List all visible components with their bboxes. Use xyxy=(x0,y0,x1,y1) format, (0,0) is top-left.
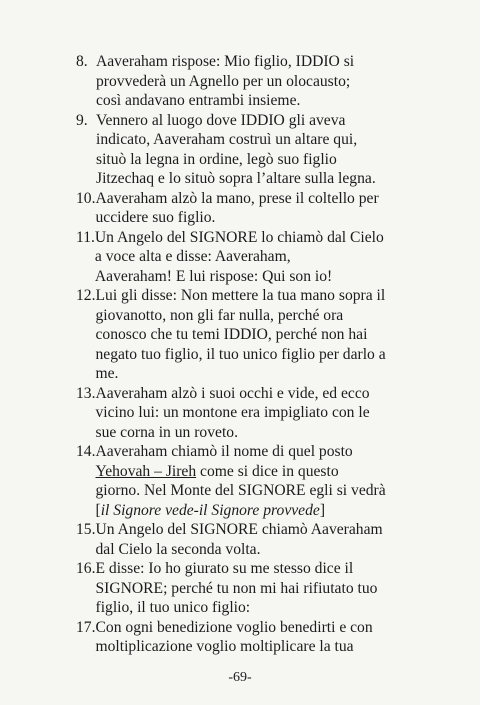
verse-line: E disse: Io ho giurato su me stesso dice il xyxy=(95,560,354,577)
verse-line: Aaveraham! E lui rispose: Qui son io! xyxy=(94,267,333,285)
verse-line: vicino lui: un montone era impigliato con le xyxy=(95,404,370,421)
place-name-underlined: Yehovah – Jireh xyxy=(95,462,197,480)
verse-line: situò la legna in ordine, legò suo figlio xyxy=(96,150,337,168)
verse-number: 14. xyxy=(76,443,96,460)
verse-text xyxy=(96,384,417,443)
verse-line xyxy=(96,462,417,482)
verse-line-rest: come si dice in questo xyxy=(196,462,339,480)
verse-text xyxy=(96,286,417,384)
verse-number: 9. xyxy=(76,111,88,129)
verse-11 xyxy=(76,228,416,287)
verse-line: Aaveraham alzò la mano, prese il coltello per xyxy=(95,189,379,207)
verse-number: 10. xyxy=(76,189,96,207)
verse-line: giorno. Nel Monte del SIGNORE egli si vedrà xyxy=(95,482,386,499)
verse-line: Con ogni benedizione voglio benedirti e con xyxy=(95,618,373,636)
verse-line: a voce alta e disse: Aaveraham, xyxy=(94,248,291,265)
verse-line: giovanotto, non gli far nulla, perché ora xyxy=(95,306,344,324)
verse-line: SIGNORE; perché tu non mi hai rifiutato tuo xyxy=(95,579,378,597)
verse-number: 11. xyxy=(76,228,95,246)
verse-line: negato tuo figlio, il tuo unico figlio per darlo a xyxy=(95,345,386,363)
verse-line: uccidere suo figlio. xyxy=(95,209,216,226)
page-number: -69- xyxy=(228,670,252,685)
verse-17 xyxy=(76,618,416,657)
verse-number: 16. xyxy=(76,560,96,577)
verse-line: Vennero al luogo dove IDDIO gli aveva xyxy=(96,111,346,129)
verse-line: Aaveraham alzò i suoi occhi e vide, ed ecco xyxy=(95,384,370,402)
verse-text xyxy=(96,111,416,189)
verse-line: provvederà un Agnello per un olocausto; xyxy=(96,72,351,90)
verse-text xyxy=(96,189,417,228)
verse-8 xyxy=(76,52,416,111)
verse-line xyxy=(96,501,417,521)
verse-13 xyxy=(76,384,416,443)
verse-line: conosco che tu temi IDDIO, perché non hai xyxy=(95,326,368,343)
verse-number: 8. xyxy=(76,53,88,70)
verse-line: Jitzechaq e lo situò sopra l’altare sulla legna. xyxy=(96,170,376,187)
verse-list xyxy=(76,52,416,657)
verse-number: 15. xyxy=(76,521,96,538)
verse-16 xyxy=(76,559,416,618)
verse-line: Un Angelo del SIGNORE chiamò Aaveraham xyxy=(95,521,383,538)
verse-line: me. xyxy=(95,365,119,382)
verse-number: 17. xyxy=(76,618,96,636)
verse-line: Aaveraham chiamò il nome di quel posto xyxy=(95,443,353,460)
verse-line: Un Angelo del SIGNORE lo chiamò dal Cielo xyxy=(94,228,384,246)
italic-gloss: il Signore vede-il Signore provvede xyxy=(100,501,320,519)
verse-line: Aaveraham rispose: Mio figlio, IDDIO si xyxy=(96,53,355,70)
verse-15 xyxy=(76,520,416,559)
verse-line: sue corna in un roveto. xyxy=(95,423,238,441)
verse-number: 12. xyxy=(76,287,96,304)
verse-text xyxy=(96,520,417,559)
bracket-close: ] xyxy=(319,501,326,519)
verse-text xyxy=(96,52,416,111)
verse-line: dal Cielo la seconda volta. xyxy=(95,540,261,558)
verse-line: figlio, il tuo unico figlio: xyxy=(95,599,251,616)
verse-14 xyxy=(76,442,416,520)
verse-text xyxy=(96,442,417,520)
verse-9 xyxy=(76,111,416,189)
verse-text xyxy=(95,228,416,287)
verse-line: così andavano entrambi insieme. xyxy=(96,92,301,109)
verse-text xyxy=(96,559,417,618)
bracket-open: [ xyxy=(95,501,101,519)
verse-line: moltiplicazione voglio moltiplicare la tua xyxy=(95,638,354,655)
verse-12 xyxy=(76,286,416,384)
verse-line: Lui gli disse: Non mettere la tua mano sopra il xyxy=(95,287,386,304)
verse-10 xyxy=(76,189,416,228)
verse-number: 13. xyxy=(76,384,96,402)
verse-line: indicato, Aaveraham costruì un altare qui, xyxy=(96,131,358,148)
verse-text xyxy=(96,618,417,657)
